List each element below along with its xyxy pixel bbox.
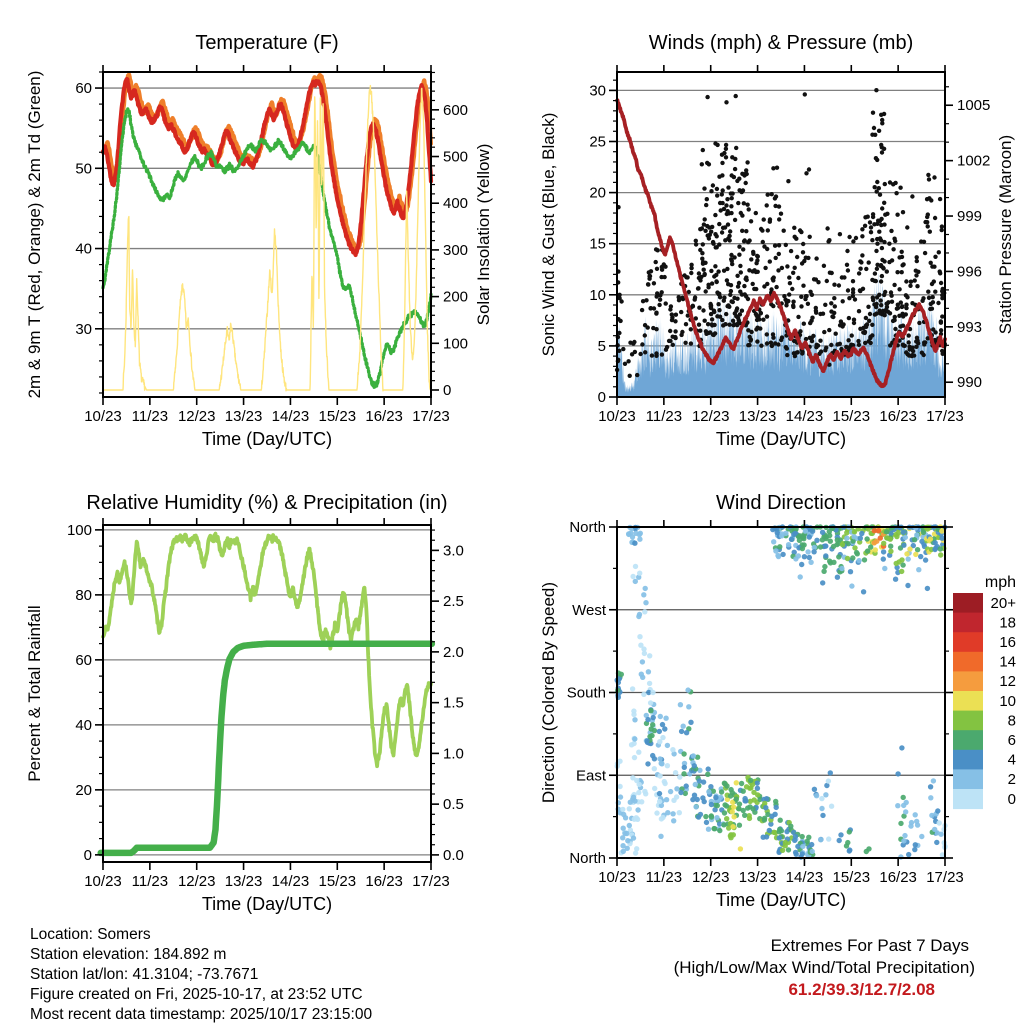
svg-text:12/23: 12/23 — [691, 869, 730, 886]
svg-text:1005: 1005 — [957, 97, 991, 115]
data-timestamp: Most recent data timestamp: 2025/10/17 23:15:00 — [30, 1006, 373, 1023]
rh-lightgreen-line — [103, 534, 431, 767]
svg-text:200: 200 — [443, 288, 469, 306]
svg-text:11/23: 11/23 — [131, 873, 169, 890]
svg-text:100: 100 — [66, 521, 92, 539]
svg-text:Time (Day/UTC): Time (Day/UTC) — [715, 890, 847, 910]
svg-text:2.0: 2.0 — [443, 643, 464, 661]
svg-text:20+: 20+ — [990, 594, 1016, 612]
svg-text:17/23: 17/23 — [926, 869, 964, 886]
station-location: Location: Somers — [30, 926, 151, 943]
svg-text:50: 50 — [75, 160, 92, 178]
svg-text:15: 15 — [589, 235, 606, 253]
svg-text:400: 400 — [443, 195, 469, 213]
svg-text:10/23: 10/23 — [84, 408, 122, 425]
svg-text:300: 300 — [443, 241, 469, 259]
svg-text:11/23: 11/23 — [645, 408, 683, 425]
svg-text:14: 14 — [999, 653, 1016, 671]
svg-text:600: 600 — [443, 101, 469, 119]
temperature-chart — [25, 32, 493, 449]
solar-yellow-line — [103, 86, 431, 391]
svg-text:16: 16 — [999, 634, 1016, 651]
svg-text:3.0: 3.0 — [443, 542, 464, 560]
svg-text:20: 20 — [589, 184, 606, 202]
svg-text:17/23: 17/23 — [412, 873, 450, 890]
speed-colorbar — [953, 574, 1016, 809]
svg-text:8: 8 — [1007, 712, 1016, 730]
svg-text:Station Pressure (Maroon): Station Pressure (Maroon) — [996, 134, 1015, 335]
svg-text:1.0: 1.0 — [443, 745, 464, 763]
svg-text:11/23: 11/23 — [645, 869, 683, 886]
svg-text:0.0: 0.0 — [443, 846, 464, 864]
svg-text:17/23: 17/23 — [926, 408, 964, 425]
svg-text:60: 60 — [75, 651, 92, 669]
station-elevation: Station elevation: 184.892 m — [30, 946, 227, 963]
t2m-red-line — [103, 79, 431, 255]
svg-text:13/23: 13/23 — [224, 873, 263, 890]
svg-text:16/23: 16/23 — [879, 869, 917, 886]
svg-text:Winds (mph) & Pressure (mb): Winds (mph) & Pressure (mb) — [648, 32, 914, 54]
svg-text:18: 18 — [999, 614, 1016, 632]
svg-text:40: 40 — [75, 240, 92, 258]
svg-text:2: 2 — [1007, 771, 1016, 789]
svg-text:East: East — [575, 767, 606, 785]
svg-text:990: 990 — [957, 374, 983, 392]
svg-text:0: 0 — [1007, 790, 1016, 808]
svg-text:0: 0 — [83, 846, 92, 864]
svg-text:16/23: 16/23 — [365, 873, 403, 890]
svg-text:10/23: 10/23 — [84, 873, 122, 890]
svg-text:0.5: 0.5 — [443, 796, 464, 814]
svg-text:Solar Insolation (Yellow): Solar Insolation (Yellow) — [474, 143, 493, 326]
svg-text:13/23: 13/23 — [738, 408, 777, 425]
svg-text:30: 30 — [75, 320, 92, 338]
svg-text:5: 5 — [597, 337, 606, 355]
figure-created: Figure created on Fri, 2025-10-17, at 23:52 UTC — [30, 986, 363, 1003]
svg-text:Time (Day/UTC): Time (Day/UTC) — [201, 429, 333, 449]
svg-text:12/23: 12/23 — [177, 873, 216, 890]
svg-text:mph: mph — [984, 574, 1016, 591]
svg-text:17/23: 17/23 — [412, 408, 450, 425]
svg-text:Sonic Wind & Gust (Blue, Black: Sonic Wind & Gust (Blue, Black) — [539, 112, 558, 357]
svg-text:14/23: 14/23 — [785, 869, 824, 886]
svg-text:14/23: 14/23 — [271, 408, 310, 425]
svg-text:13/23: 13/23 — [224, 408, 263, 425]
svg-text:0: 0 — [597, 389, 606, 406]
svg-text:North: North — [569, 519, 606, 536]
extremes-values: 61.2/39.3/12.7/2.08 — [788, 980, 935, 999]
svg-text:12/23: 12/23 — [691, 408, 730, 425]
svg-text:10/23: 10/23 — [598, 408, 636, 425]
svg-text:4: 4 — [1007, 751, 1016, 769]
svg-text:1.5: 1.5 — [443, 694, 464, 712]
svg-text:12: 12 — [999, 673, 1016, 691]
svg-text:20: 20 — [75, 781, 92, 799]
svg-text:Time (Day/UTC): Time (Day/UTC) — [715, 429, 847, 449]
svg-text:West: West — [572, 601, 606, 619]
svg-text:14/23: 14/23 — [271, 873, 310, 890]
svg-text:2m & 9m T (Red, Orange) & 2m T: 2m & 9m T (Red, Orange) & 2m Td (Green) — [25, 70, 44, 399]
svg-text:100: 100 — [443, 335, 469, 353]
svg-text:993: 993 — [957, 318, 983, 336]
svg-text:25: 25 — [589, 133, 606, 151]
station-info — [30, 925, 372, 1024]
svg-text:South: South — [566, 684, 606, 702]
svg-text:Percent & Total Rainfall: Percent & Total Rainfall — [25, 605, 44, 782]
svg-text:North: North — [569, 850, 606, 867]
svg-text:16/23: 16/23 — [365, 408, 403, 425]
svg-text:500: 500 — [443, 148, 469, 166]
extremes-title: Extremes For Past 7 Days — [770, 936, 969, 955]
svg-text:12/23: 12/23 — [177, 408, 216, 425]
svg-text:10: 10 — [589, 286, 606, 304]
svg-text:Direction (Colored By Speed): Direction (Colored By Speed) — [539, 581, 558, 804]
svg-text:996: 996 — [957, 263, 983, 281]
svg-text:Time (Day/UTC): Time (Day/UTC) — [201, 894, 333, 914]
svg-text:Temperature (F): Temperature (F) — [195, 32, 339, 54]
station-latlon: Station lat/lon: 41.3104; -73.7671 — [30, 966, 259, 983]
svg-text:1002: 1002 — [957, 152, 991, 170]
svg-text:16/23: 16/23 — [879, 408, 917, 425]
svg-text:40: 40 — [75, 716, 92, 734]
svg-text:15/23: 15/23 — [318, 408, 357, 425]
humidity-precip-chart — [25, 492, 464, 914]
svg-text:Wind Direction: Wind Direction — [715, 492, 847, 514]
rain-darkgreen-line — [101, 644, 432, 853]
svg-text:999: 999 — [957, 208, 983, 226]
svg-text:10/23: 10/23 — [598, 869, 636, 886]
svg-text:Relative Humidity (%) & Precip: Relative Humidity (%) & Precipitation (in) — [86, 492, 448, 514]
svg-text:6: 6 — [1007, 732, 1016, 749]
svg-text:80: 80 — [75, 586, 92, 604]
extremes-subtitle: (High/Low/Max Wind/Total Precipitation) — [673, 958, 975, 977]
wind-direction-chart — [539, 492, 1016, 910]
svg-text:15/23: 15/23 — [832, 408, 871, 425]
svg-text:30: 30 — [589, 82, 606, 100]
svg-text:15/23: 15/23 — [832, 869, 871, 886]
svg-text:0: 0 — [443, 381, 452, 399]
svg-text:13/23: 13/23 — [738, 869, 777, 886]
svg-text:15/23: 15/23 — [318, 873, 357, 890]
svg-text:10: 10 — [999, 692, 1016, 710]
svg-text:11/23: 11/23 — [131, 408, 169, 425]
winds-pressure-chart — [539, 32, 1015, 449]
svg-text:14/23: 14/23 — [785, 408, 824, 425]
svg-text:2.5: 2.5 — [443, 593, 464, 611]
svg-text:60: 60 — [75, 80, 92, 98]
